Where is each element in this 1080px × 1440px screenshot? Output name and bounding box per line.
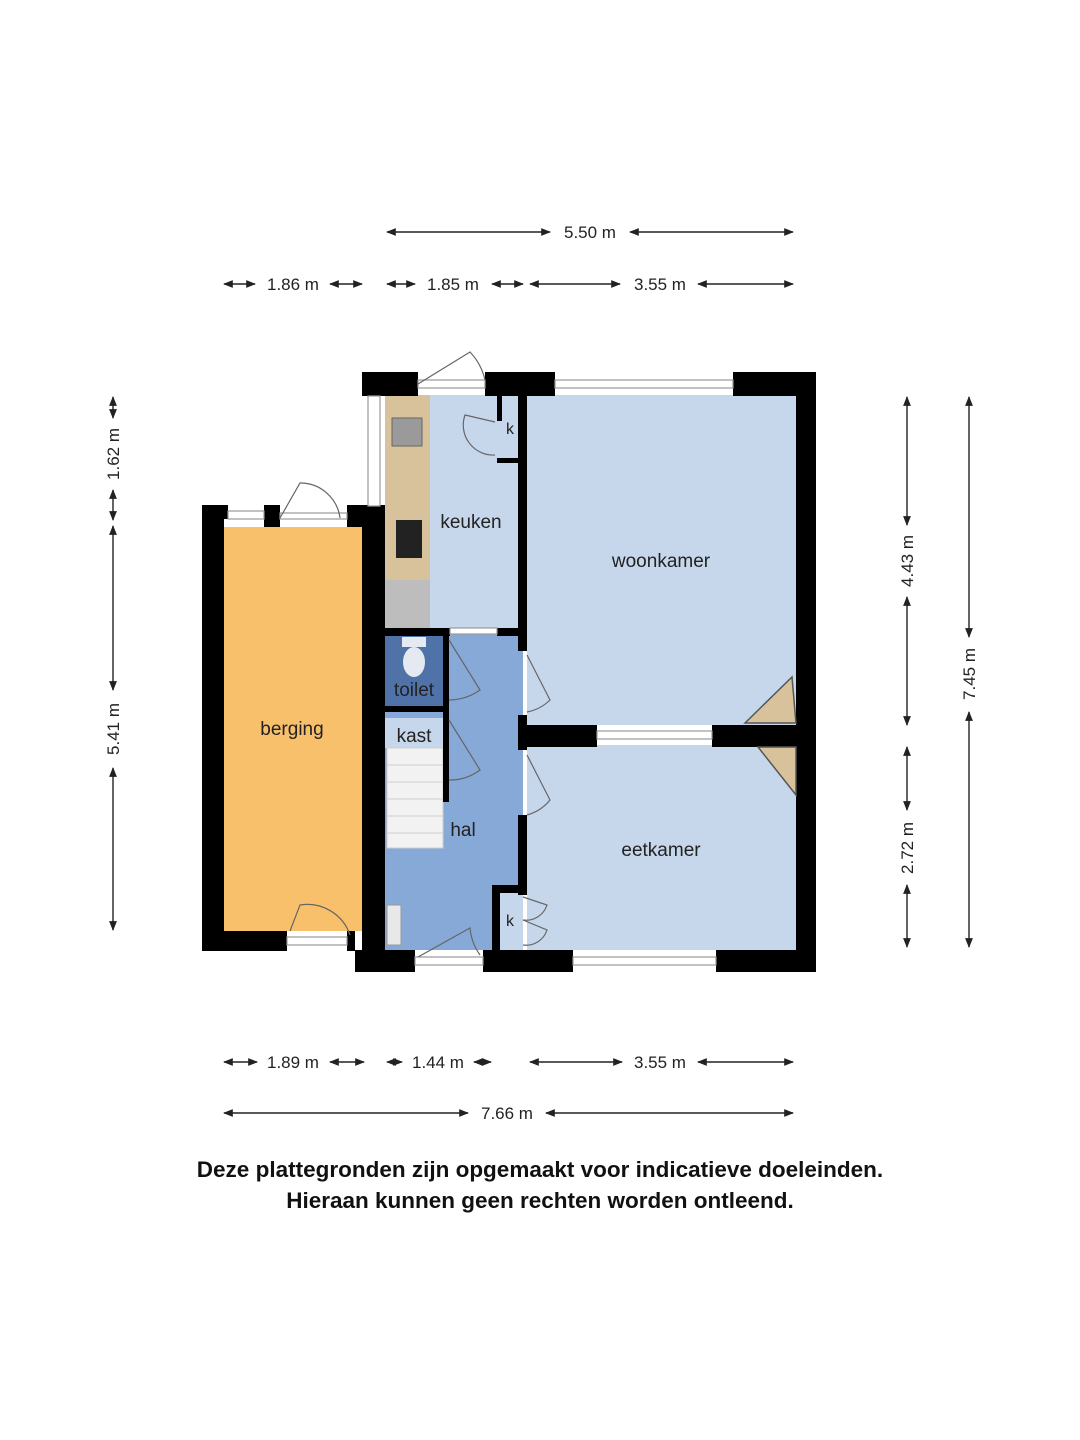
dim-bottom-mid: 1.44 m	[412, 1053, 464, 1072]
disclaimer-line-1: Deze plattegronden zijn opgemaakt voor indicatieve doeleinden.	[196, 1157, 884, 1182]
room-label-kast-top: k	[506, 421, 514, 438]
dim-top-total: 5.50 m	[564, 223, 616, 242]
room-label-kast: kast	[396, 726, 432, 747]
dim-top-left: 1.86 m	[267, 275, 319, 294]
dim-bottom-left: 1.89 m	[267, 1053, 319, 1072]
room-label-kast-bottom: k	[506, 913, 514, 930]
room-label-eetkamer: eetkamer	[621, 840, 701, 861]
stove-icon	[396, 520, 422, 558]
room-label-woonkamer: woonkamer	[611, 551, 711, 572]
room-label-hal: hal	[450, 820, 476, 841]
dim-right-total: 7.45 m	[960, 648, 979, 700]
dim-left-upper: 1.62 m	[104, 428, 123, 480]
dim-top-mid: 1.85 m	[427, 275, 479, 294]
dim-right-lower: 2.72 m	[898, 822, 917, 874]
dim-right-upper: 4.43 m	[898, 535, 917, 587]
dim-bottom-total: 7.66 m	[481, 1104, 533, 1123]
door-keuken-top	[418, 352, 485, 384]
disclaimer-line-2: Hieraan kunnen geen rechten worden ontleend.	[286, 1188, 794, 1213]
radiator-icon	[387, 905, 401, 945]
kitchen-counter	[385, 395, 430, 630]
dim-bottom-right: 3.55 m	[634, 1053, 686, 1072]
room-label-keuken: keuken	[440, 512, 502, 533]
dim-left-lower: 5.41 m	[104, 703, 123, 755]
toilet-icon	[402, 637, 426, 677]
dim-top-right: 3.55 m	[634, 275, 686, 294]
stairs	[387, 748, 443, 848]
room-label-toilet: toilet	[393, 680, 435, 701]
sink-icon	[392, 418, 422, 446]
room-label-berging: berging	[260, 719, 324, 740]
